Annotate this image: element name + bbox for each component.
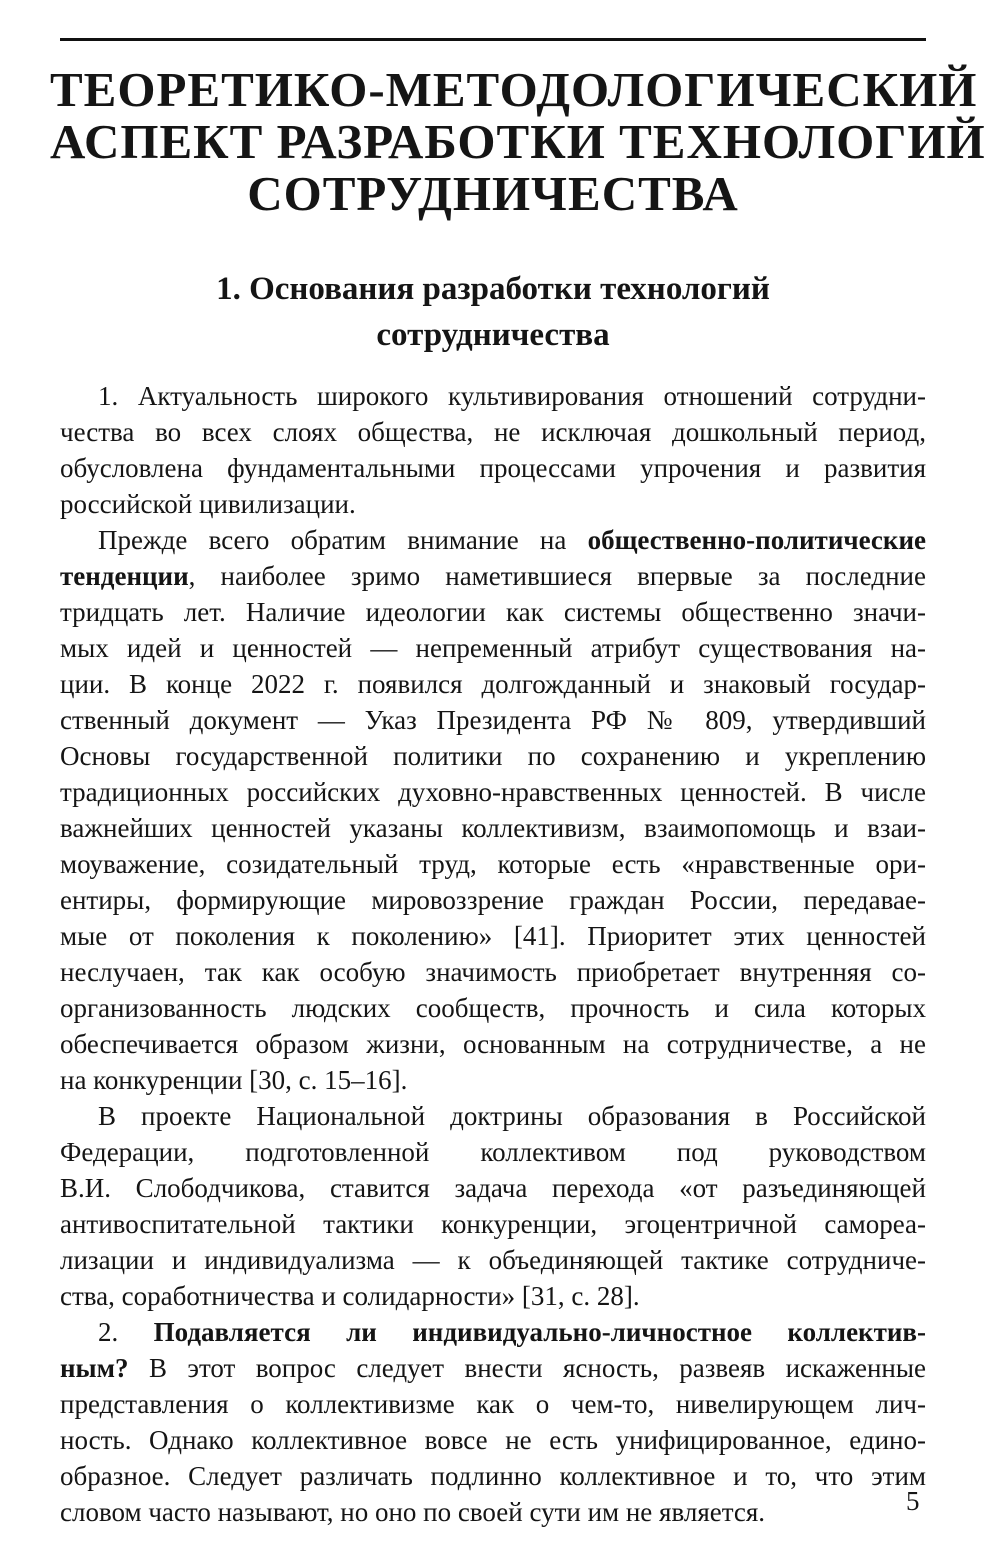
text-run: ентиры, формирующие мировоззрение граждан России, передавае- [60,885,926,915]
text-run: В этот вопрос следует внести ясность, развеяв искаженные [128,1353,926,1383]
chapter-title-line: ТЕОРЕТИКО-МЕТОДОЛОГИЧЕСКИЙ [50,62,978,117]
text-line [60,1134,926,1170]
text-line [60,1242,926,1278]
chapter-title [50,62,986,221]
text-line [60,1386,926,1422]
text-line [60,918,926,954]
text-run: обеспечивается образом жизни, основанным на сотрудничестве, а не [60,1029,926,1059]
text-run: Прежде всего обратим внимание на [98,525,588,555]
page-number: 5 [906,1486,920,1516]
text-line [60,1170,926,1206]
top-rule [60,38,926,41]
text-run: , наиболее зримо наметившиеся впервые за последние [188,561,926,591]
text-run: мых идей и ценностей — непременный атрибут существования на- [60,633,926,663]
text-line [60,378,926,414]
section-title [50,266,936,358]
text-run: традиционных российских духовно-нравственных ценностей. В числе [60,777,926,807]
text-run: лизации и индивидуализма — к объединяющей тактике сотрудниче- [60,1245,926,1275]
bold-phrase: общественно-политические [587,525,926,555]
text-line [60,774,926,810]
text-run: организованность людских сообществ, прочность и сила которых [60,993,926,1023]
text-line [60,1314,926,1350]
text-run: антивоспитательной тактики конкуренции, эгоцентричной самореа- [60,1209,926,1239]
text-line [60,1062,926,1098]
text-line [60,630,926,666]
text-line [60,954,926,990]
text-line [60,1422,926,1458]
text-line [60,1098,926,1134]
bold-phrase: Подавляется ли индивидуально-личностное коллектив- [153,1317,926,1347]
text-run: ства, соработничества и солидарности» [31, с. 28]. [60,1281,640,1311]
text-line [60,558,926,594]
text-line [60,486,926,522]
text-run: ции. В конце 2022 г. появился долгожданный и знаковый государ- [60,669,926,699]
text-line [60,990,926,1026]
text-run: словом часто называют, но оно по своей сути им не является. [60,1497,766,1527]
text-run: 1. Актуальность широкого культивирования отношений сотрудни- [98,381,926,411]
text-run: мые от поколения к поколению» [41]. Приоритет этих ценностей [60,921,926,951]
text-line [60,1278,926,1314]
text-line [60,594,926,630]
text-run: ственный документ — Указ Президента РФ № 809, утвердивший [60,705,926,735]
text-line [60,414,926,450]
text-run: российской цивилизации. [60,489,356,519]
text-line [60,522,926,558]
text-line [60,450,926,486]
text-run: на конкуренции [30, с. 15–16]. [60,1065,408,1095]
text-run: важнейших ценностей указаны коллективизм, взаимопомощь и взаи- [60,813,926,843]
text-run: Федерации, подготовленной коллективом под руководством [60,1137,926,1167]
text-run: В.И. Слободчикова, ставится задача перехода «от разъединяющей [60,1173,926,1203]
text-run: моуважение, созидательный труд, которые есть «нравственные ори- [60,849,926,879]
body-text [60,378,926,1530]
text-run: ность. Однако коллективное вовсе не есть унифицированное, едино- [60,1425,926,1455]
section-title-line: 1. Основания разработки технологий [216,271,770,307]
text-line [60,882,926,918]
text-line [60,738,926,774]
chapter-title-line: АСПЕКТ РАЗРАБОТКИ ТЕХНОЛОГИЙ [50,114,986,169]
text-run: Основы государственной политики по сохранению и укреплению [60,741,926,771]
text-line [60,846,926,882]
text-run: представления о коллективизме как о чем-то, нивелирующем лич- [60,1389,926,1419]
text-run: неслучаен, так как особую значимость приобретает внутренняя со- [60,957,926,987]
text-run: тридцать лет. Наличие идеологии как системы общественно значи- [60,597,926,627]
text-line [60,666,926,702]
section-title-line: сотрудничества [376,317,610,353]
text-line [60,1494,926,1530]
text-line [60,702,926,738]
chapter-title-line: СОТРУДНИЧЕСТВА [247,166,739,221]
bold-phrase: ным? [60,1353,129,1383]
text-run: образное. Следует различать подлинно коллективное и то, что этим [60,1461,926,1491]
text-run: чества во всех слоях общества, не исключая дошкольный период, [60,417,926,447]
text-run: В проекте Национальной доктрины образования в Российской [98,1101,926,1131]
text-line [60,810,926,846]
text-line [60,1026,926,1062]
text-run: обусловлена фундаментальными процессами упрочения и развития [60,453,926,483]
text-run: 2. [98,1317,154,1347]
bold-phrase: тенденции [60,561,189,591]
text-line [60,1458,926,1494]
text-line [60,1206,926,1242]
text-line [60,1350,926,1386]
